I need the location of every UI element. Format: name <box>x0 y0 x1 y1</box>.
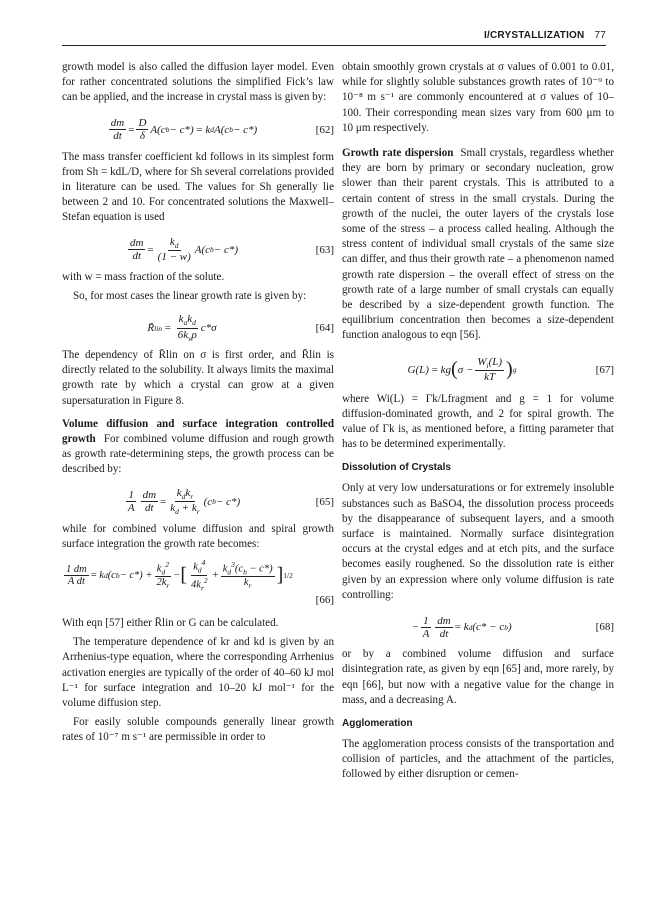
left-paragraph-4: So, for most cases the linear growth rate is given by: <box>73 289 307 302</box>
page-number: 77 <box>594 30 606 41</box>
left-paragraph-2: The mass transfer coefficient kd follows in its simplest form from Sh = kdL/D, where for Sh several correlations provided in literature can be used. The values for Sh generally lie between 2 and 10. For concentrated solutions the Maxwell–Stefan equation is used <box>62 150 334 224</box>
header-rule <box>62 45 606 46</box>
left-paragraph-7: while for combined volume diffusion and spiral growth surface integration the growth rate becomes: <box>62 522 334 550</box>
equation-number: [65] <box>315 495 334 508</box>
equation-63: $\frac{dm}{dt}$ = $\frac{k_d}{(1 - w)}$ A(c b − c*) [63] <box>130 236 334 264</box>
equation-66: $\frac{1 dm}{\text{A dt}}$ = k d (c b − c*) + $\frac{k_d^2}{2k_r}$ − [ $\frac{k_d^4}{4k_r^2}$ + $\frac{k_d^3(c_b - c*)}{k_r}$ ] 1/2 <box>66 557 293 593</box>
right-paragraph-6: The agglomeration process consists of the transportation and collision of particles, and the attachment of the particles, followed by either disruption or cemen- <box>342 737 614 781</box>
left-paragraph-6: Volume diffusion and surface integration controlled growth For combined volume diffusion and rough growth as growth rate-determining steps, the growth process can be described by: <box>62 417 334 476</box>
right-paragraph-5: or by a combined volume diffusion and surface disintegration rate, as given by eqn [65] and, more rarely, by eqn [66], but now with a negative value for the change in mass, and a decreasing A. <box>342 648 614 706</box>
heading-dissolution: Dissolution of Crystals <box>342 462 451 474</box>
left-paragraph-1: growth model is also called the diffusion layer model. Even for rather concentrated solutions the simplified Fick’s law can be applied, and the increase in crystal mass is given by: <box>62 61 334 104</box>
right-paragraph-3: where Wi(L) = Γk/Lfragment and g = 1 for volume diffusion-dominated growth, and 2 for spiral growth. The value of Γk is, as mentioned before, a fitting parameter that has to be determined experimentally. <box>342 392 614 451</box>
equation-number: [62] <box>315 123 334 136</box>
left-paragraph-3: with w = mass fraction of the solute. <box>62 270 225 283</box>
section-title: I/CRYSTALLIZATION <box>484 30 585 41</box>
equation-64: R̄ lin = $\frac{k_ak_d}{6k_v\rho}$ c*σ [64] <box>147 313 334 343</box>
right-paragraph-1: obtain smoothly grown crystals at σ values of 0.001 to 0.01, while for slightly soluble substances growth rates of 10⁻⁹ to 10⁻⁸ m s⁻¹ are commonly encountered at σ values of 10–100. Their corresponding mean sizes vary from 600 μm to 10 μm respectively. <box>342 61 614 134</box>
equation-number: [64] <box>315 322 334 335</box>
left-paragraph-9: The temperature dependence of kr and kd is given by an Arrhenius-type equation, where the corresponding Arrhenius activation energies are typically of the order of 40–60 kJ mol L⁻¹ for surface integration and 10–20 kJ mol⁻¹ for the volume diffusion step. <box>62 636 334 710</box>
left-paragraph-5: The dependency of R̄lin on σ is first order, and R̄lin is directly related to the solubility. It always limits the maximal growth rate by which a crystal can grow at a given supersaturation in Figure 8. <box>62 349 334 407</box>
heading-volume-diffusion: Volume diffusion and surface integration controlled growth <box>62 417 334 446</box>
equation-number: [63] <box>315 243 334 256</box>
equation-67: G(L) = kg ( σ − $\frac{W_i(L)}{kT}$ ) g [67] <box>407 356 614 384</box>
left-column <box>62 60 334 750</box>
equation-62: $\frac{dm}{dt}$ = $\frac{D}{\delta}$ A(c b − c*) = k d A(c b − c*) [62] <box>110 117 334 143</box>
right-paragraph-2: Growth rate dispersion Small crystals, regardless whether they are born by primary or secondary nucleation, grow slower than their parent crystals. This is attributed to a certain content of stress in the small crystals. During the growth of the nuclei, the outer layers of the crystals lose some of the stress – a process called healing. Although the stress content of individual small crystals of the same size can differ, and thus their growth rate – a phenomenon named growth rate dispersion – the overall effect of stress on the growth rate of a large number of small crystals can equally be described by a size-dependent growth function. The equilibrium concentration then becomes a size-dependent function analogous to eqn [56]. <box>342 147 614 342</box>
left-paragraph-8: With eqn [57] either R̄lin or G can be calculated. <box>62 617 279 630</box>
equation-65: $\frac{1}{A}$ $\frac{dm}{dt}$ = $\frac{k_dk_r}{k_d + k_r}$ (c b − c*) [65] <box>127 486 334 517</box>
right-paragraph-4: Only at very low undersaturations or for extremely insoluble substances such as BaSO4, the dissolution process proceeds by the disappearance of subsequent layers, and a smooth surface is maintained. Normally surface disintegration occurs at the crystal edges and at etch pits, and the surface becomes easily roughened. So the dissolution rate is either given by an expression where only volume diffusion is rate controlling: <box>342 482 614 601</box>
equation-68: − $\frac{1}{A}$ $\frac{dm}{dt}$ = k d (c* − c b ) [68] <box>412 614 614 640</box>
equation-number-66: [66] <box>315 594 334 607</box>
running-header <box>484 30 606 41</box>
heading-agglomeration: Agglomeration <box>342 717 413 729</box>
right-column <box>342 60 614 787</box>
heading-growth-rate-dispersion: Growth rate dispersion <box>342 147 454 160</box>
left-paragraph-10: For easily soluble compounds generally linear growth rates of 10⁻⁷ m s⁻¹ are permissible in order to <box>62 716 334 744</box>
equation-number: [67] <box>595 363 614 376</box>
equation-number: [68] <box>595 621 614 634</box>
